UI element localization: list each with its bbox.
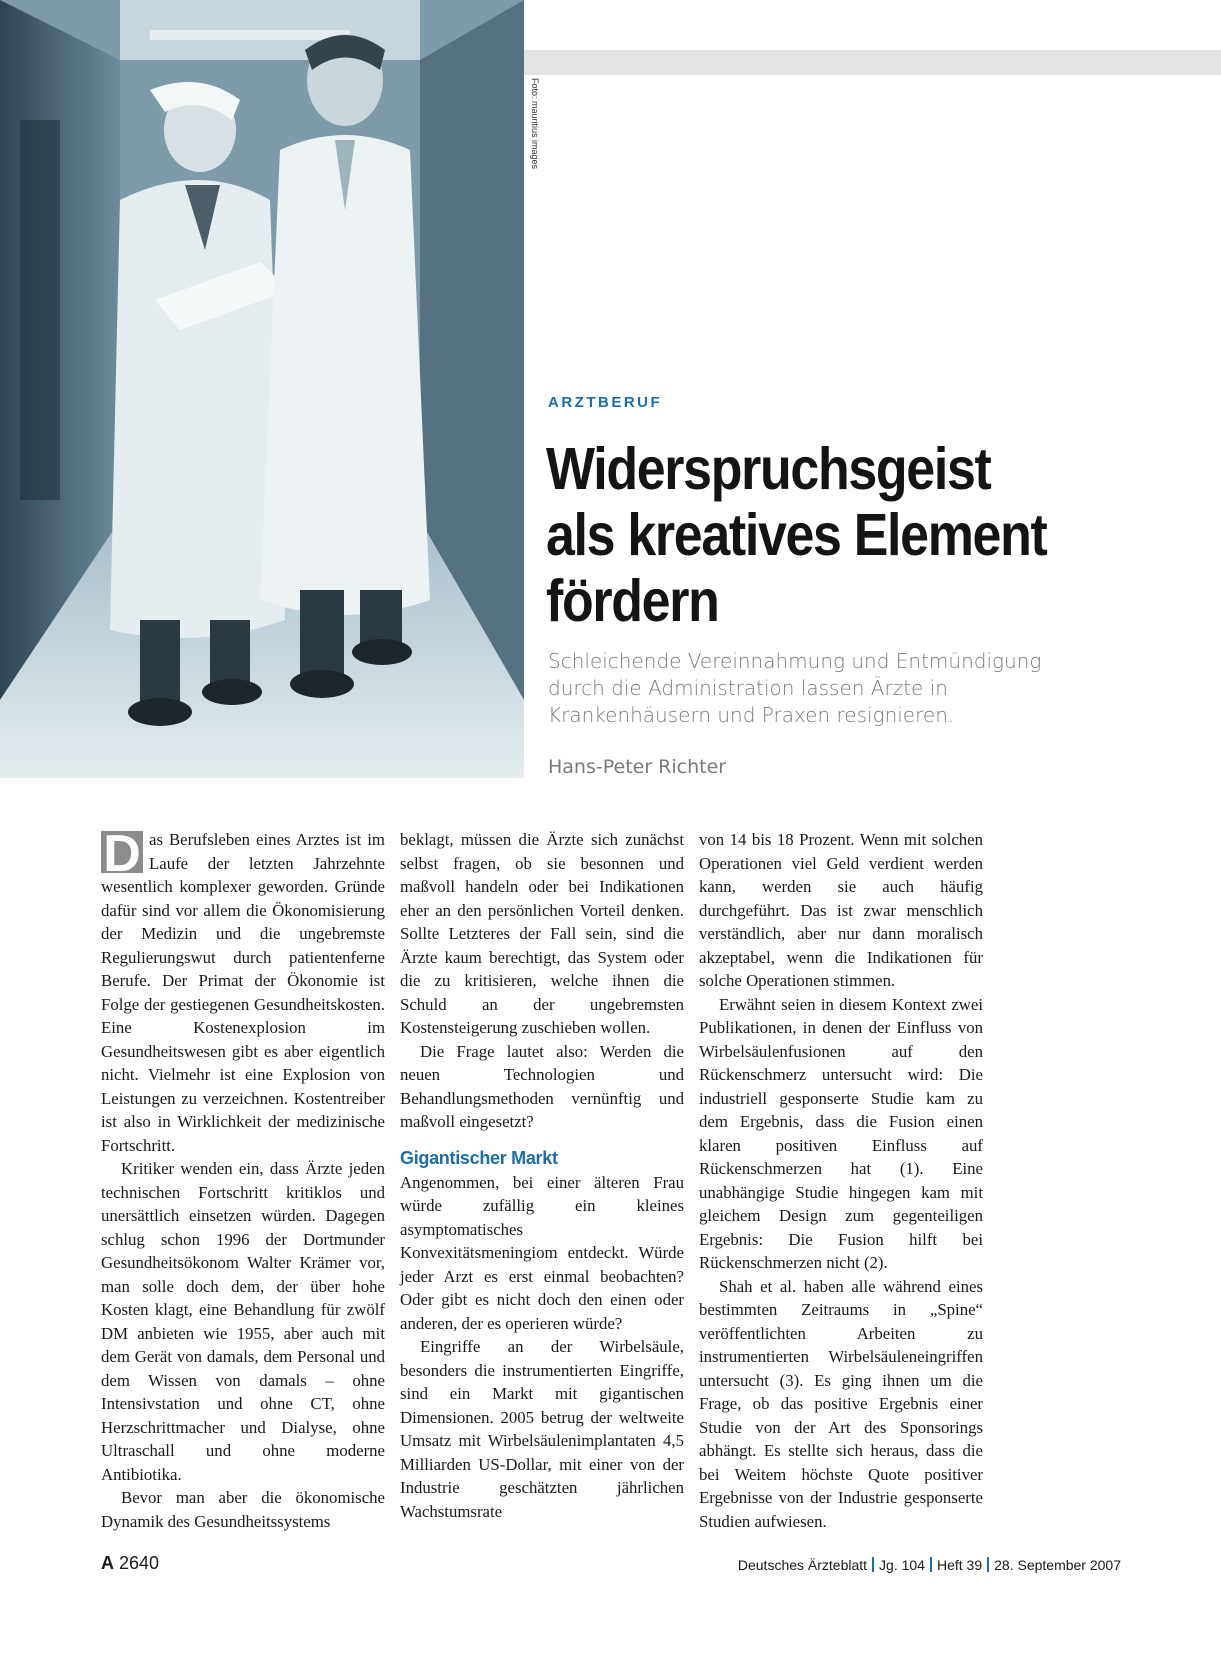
article-headline — [546, 436, 1109, 634]
body-paragraph: beklagt, müssen die Ärzte sich zunächst selbst fragen, ob sie besonnen und maßvoll handeln oder bei Indikationen eher an den persönlichen Vorteil denken. Sollte Letzteres der Fall sein, sind die Ärzte kaum berechtigt, das System oder die zu kritisieren, welche ihnen die Schuld an der ungebremsten Kostensteigerung zuschieben wollen. — [400, 830, 684, 1037]
journal-name: Deutsches Ärzteblatt — [737, 1557, 868, 1573]
body-paragraph: Kritiker wenden ein, dass Ärzte jeden technischen Fortschritt kritiklos und unersättlich einsetzen würden. Dagegen schlug schon 1996 der Dortmunder Gesundheitsökonom Walter Krämer vor, man solle doch dem, der über hohe Kosten klagt, eine Behandlung für zwölf DM anbieten wie 1955, aber auch mit dem Gerät von damals, dem Personal und dem Wissen von damals – ohne Intensivstation und ohne CT, ohne Herzschrittmacher und Dialyse, ohne Ultraschall und ohne moderne Antibiotika. — [101, 1159, 385, 1484]
body-paragraph: Erwähnt seien in diesem Kontext zwei Publikationen, in denen der Einfluss von Wirbelsäulenfusionen auf den Rückenschmerz untersucht wird: Die industriell gesponserte Studie kam zu dem Ergebnis, dass die Fusion einen klaren positiven Einfluss auf Rückenschmerzen hat (1). Eine unabhängige Studie hingegen kam mit gleichem Design zum gegenteiligen Ergebnis: Die Fusion hilft bei Rückenschmerzen nicht (2). — [699, 994, 983, 1272]
headline-line: Widerspruchsgeist — [546, 436, 991, 502]
section-kicker: ARZTBERUF — [548, 394, 663, 411]
body-paragraph: Bevor man aber die ökonomische Dynamik des Gesundheitssystems — [101, 1488, 385, 1531]
subhead-line: Krankenhäusern und Praxen resignieren. — [548, 703, 955, 727]
journal-issue: Heft 39 — [936, 1557, 983, 1573]
page-number — [101, 1553, 159, 1574]
body-paragraph: von 14 bis 18 Prozent. Wenn mit solchen Operationen viel Geld verdient werden kann, werden sie auch häufig durchgeführt. Das ist zwar menschlich verständlich, aber nur dann moralisch akzeptabel, wenn die Indikationen für solche Operationen stimmen. — [699, 830, 983, 990]
dropcap: D — [101, 831, 143, 873]
footer-separator — [930, 1557, 932, 1572]
page-prefix: A — [101, 1553, 114, 1573]
headline-line: fördern — [546, 568, 719, 634]
journal-volume: Jg. 104 — [879, 1557, 925, 1573]
body-paragraph: Angenommen, bei einer älteren Frau würde zufällig ein kleines asymptomatisches Konvexitätsmeningiom entdeckt. Würde jeder Arzt es erst einmal beobachten? Oder gibt es nicht doch den einen oder anderen, der es operieren würde? — [400, 1172, 684, 1333]
doctors-photo-icon — [0, 0, 524, 778]
header-band — [524, 50, 1221, 75]
footer-separator — [872, 1557, 874, 1572]
body-paragraph: Die Frage lautet also: Werden die neuen Technologien und Behandlungsmethoden vernünftig und maßvoll eingesetzt? — [400, 1041, 684, 1131]
body-column-3 — [699, 828, 983, 1533]
photo-credit: Foto: mauritius images — [530, 78, 540, 170]
body-paragraph: Eingriffe an der Wirbelsäule, besonders die instrumentierten Eingriffe, sind ein Markt mit gigantischen Dimensionen. 2005 betrug der weltweite Umsatz mit Wirbelsäulenimplantaten 4,5 Milliarden US-Dollar, mit einer von der Industrie geschätzten jährlichen Wachstumsrate — [400, 1337, 684, 1521]
body-paragraph — [101, 825, 385, 1157]
journal-footer — [738, 1557, 1121, 1573]
article-author: Hans-Peter Richter — [548, 756, 727, 778]
article-subhead — [548, 648, 1088, 729]
body-column-1 — [101, 825, 385, 1533]
body-paragraph: Shah et al. haben alle während eines bestimmten Zeitraums in „Spine“ veröffentlichten Arbeiten zu instrumentierten Wirbelsäuleneingriffen untersucht (3). Es ging ihnen um die Frage, ob das positive Ergebnis einer Studie von der Art des Sponsorings abhängt. Es stellte sich heraus, dass die bei Weitem höchste Quote positiver Ergebnisse von der Industrie gesponserte Studien aufwiesen. — [699, 1276, 983, 1531]
paragraph-text: as Berufsleben eines Arztes ist im Laufe der letzten Jahrzehnte wesentlich komplexer geworden. Gründe dafür sind vor allem die Ökonomisierung der Medizin und die ungebremste Regulierungswut durch patientenferne Berufe. Der Primat der Ökonomie ist Folge der gestiegenen Gesundheitskosten. Eine Kostenexplosion im Gesundheitswesen gibt es aber eigentlich nicht. Vielmehr ist eine Explosion von Leistungen zu verzeichnen. Kostentreiber ist also in Wirklichkeit der medizinische Fortschritt. — [101, 830, 385, 1155]
footer-separator — [987, 1557, 989, 1572]
subhead-line: Schleichende Vereinnahmung und Entmündigung — [548, 649, 1042, 673]
article-photo — [0, 0, 524, 778]
subhead-line: durch die Administration lassen Ärzte in — [548, 676, 948, 700]
body-column-2 — [400, 828, 684, 1523]
journal-date: 28. September 2007 — [994, 1557, 1121, 1573]
headline-line: als kreatives Element — [546, 502, 1047, 568]
page-number-value: 2640 — [119, 1553, 160, 1573]
section-heading: Gigantischer Markt — [400, 1147, 558, 1168]
